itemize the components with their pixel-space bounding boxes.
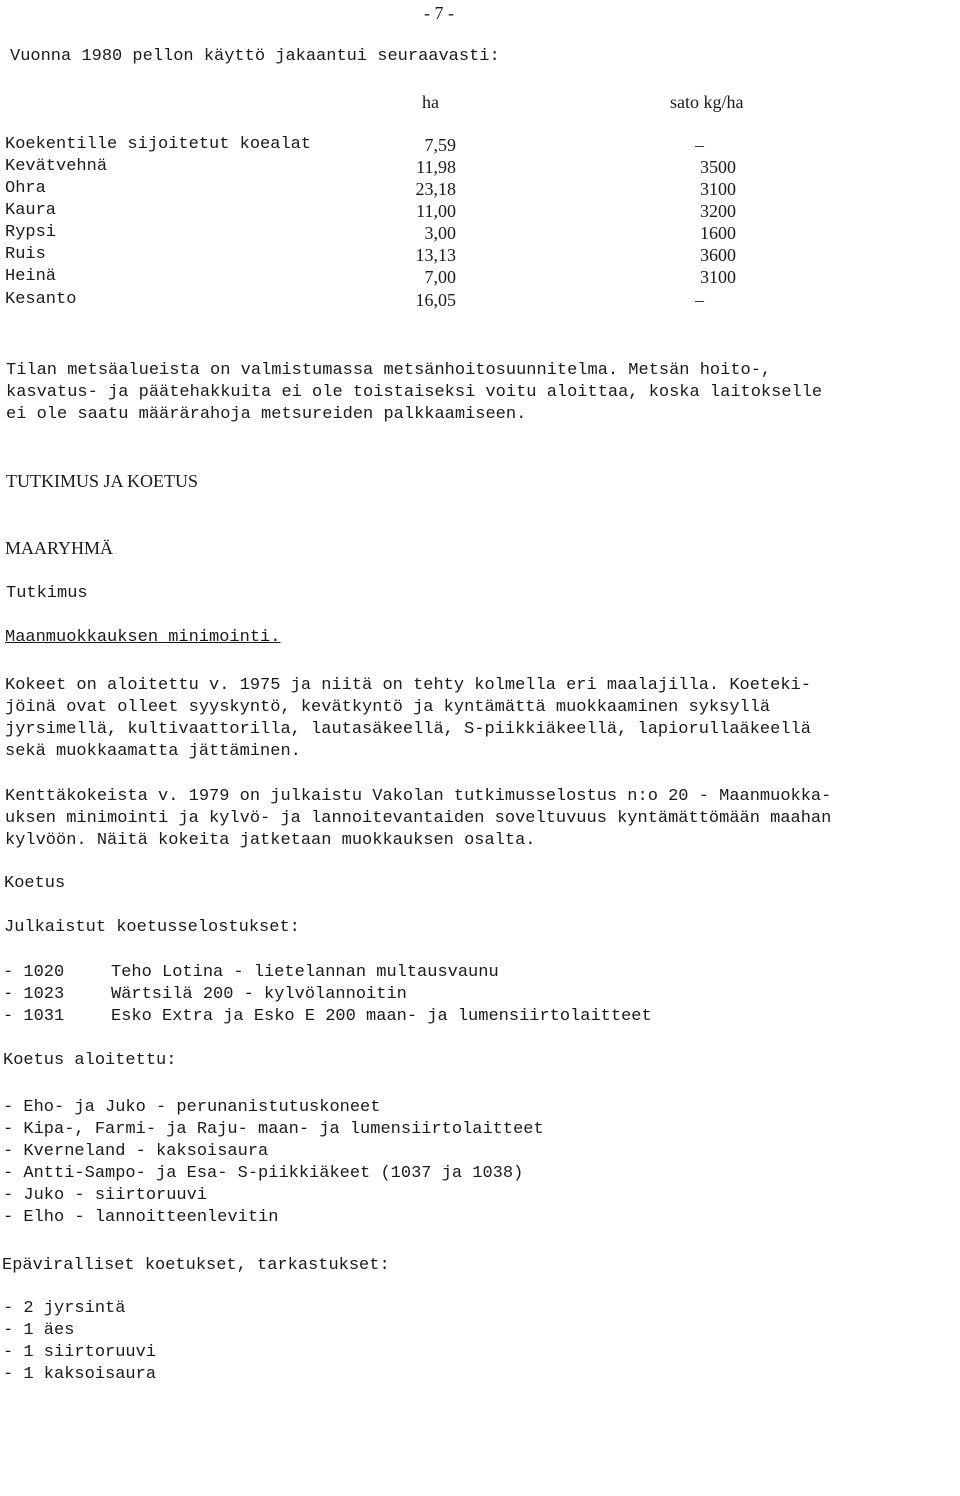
crop-name: Ruis	[5, 245, 46, 264]
started-tests-list	[0, 1097, 544, 1229]
yield-kg-ha: 3600	[700, 245, 736, 265]
list-item: - Elho - lannoitteenlevitin	[3, 1208, 279, 1227]
table-row	[0, 289, 960, 311]
list-item: - 1 kaksoisaura	[3, 1365, 157, 1384]
report-number: - 1031	[3, 1007, 65, 1026]
paragraph-line: kylvöön. Näitä kokeita jatketaan muokkauksen osalta.	[5, 831, 536, 850]
paragraph-line: sekä muokkaamatta jättäminen.	[5, 742, 301, 761]
table-row	[0, 156, 960, 178]
paragraph-line: jyrsimellä, kultivaattorilla, lautasäkeellä, S-piikkiäkeellä, lapiorullaäkeellä	[5, 720, 811, 739]
table-row	[0, 266, 960, 288]
table-row	[0, 134, 960, 156]
paragraph-line: uksen minimointi ja kylvö- ja lannoitevantaiden soveltuvuus kyntämättömään maahan	[5, 809, 832, 828]
paragraph-line: Tilan metsäalueista on valmistumassa metsänhoitosuunnitelma. Metsän hoito-,	[6, 361, 772, 380]
list-item: - Antti-Sampo- ja Esa- S-piikkiäkeet (1037 ja 1038)	[3, 1164, 524, 1183]
section-heading-research: TUTKIMUS JA KOETUS	[6, 471, 199, 491]
crop-name: Kaura	[5, 201, 57, 220]
subheading-tutkimus: Tutkimus	[6, 584, 88, 603]
table-row	[0, 200, 960, 222]
table-row	[0, 222, 960, 244]
col-header-sato: sato kg/ha	[670, 92, 744, 112]
yield-kg-ha: 3200	[700, 201, 736, 221]
forest-paragraph	[6, 360, 822, 426]
subheading-koetus: Koetus	[4, 874, 66, 893]
crop-name: Ohra	[5, 179, 46, 198]
published-reports-list	[0, 962, 652, 1028]
page-number: - 7 -	[424, 3, 454, 23]
subheading-julkaistut: Julkaistut koetusselostukset:	[4, 918, 300, 937]
list-item	[3, 984, 652, 1006]
intro-line: Vuonna 1980 pellon käyttö jakaantui seuraavasti:	[10, 47, 500, 66]
kokeet-paragraph	[5, 675, 811, 763]
section-heading-soil-group: MAARYHMÄ	[5, 538, 114, 558]
list-item: - Kverneland - kaksoisaura	[3, 1142, 269, 1161]
kentta-paragraph	[5, 786, 831, 852]
report-title: Esko Extra ja Esko E 200 maan- ja lumensiirtolaitteet	[111, 1007, 652, 1026]
table-row	[0, 178, 960, 200]
report-number: - 1020	[3, 963, 65, 982]
paragraph-line: Kokeet on aloitettu v. 1975 ja niitä on tehty kolmella eri maalajilla. Koeteki-	[5, 676, 811, 695]
list-item: - Kipa-, Farmi- ja Raju- maan- ja lumensiirtolaitteet	[3, 1120, 544, 1139]
paragraph-line: Kenttäkokeista v. 1979 on julkaistu Vakolan tutkimusselostus n:o 20 - Maanmuokka-	[5, 787, 832, 806]
crop-name: Koekentille sijoitetut koealat	[5, 135, 312, 154]
area-ha: 3,00	[424, 223, 456, 243]
list-item: - Juko - siirtoruuvi	[3, 1186, 208, 1205]
area-ha: 7,00	[424, 267, 456, 287]
area-ha: 11,00	[416, 201, 456, 221]
yield-kg-ha: –	[695, 290, 704, 310]
area-ha: 11,98	[416, 157, 456, 177]
table-row	[0, 244, 960, 266]
col-header-ha: ha	[422, 92, 439, 112]
list-item: - 1 siirtoruuvi	[3, 1343, 157, 1362]
report-title: Teho Lotina - lietelannan multausvaunu	[111, 963, 499, 982]
report-number: - 1023	[3, 985, 65, 1004]
paragraph-line: kasvatus- ja päätehakkuita ei ole toistaiseksi voitu aloittaa, koska laitokselle	[6, 383, 823, 402]
yield-kg-ha: 1600	[700, 223, 736, 243]
yield-kg-ha: 3100	[700, 267, 736, 287]
list-item: - 1 äes	[3, 1321, 75, 1340]
paragraph-line: jöinä ovat olleet syyskyntö, kevätkyntö ja kyntämättä muokkaaminen syksyllä	[5, 698, 771, 717]
crop-name: Rypsi	[5, 223, 57, 242]
subheading-aloitettu: Koetus aloitettu:	[3, 1051, 177, 1070]
crop-name: Heinä	[5, 267, 57, 286]
list-item: - Eho- ja Juko - perunanistutuskoneet	[3, 1098, 381, 1117]
area-ha: 23,18	[415, 179, 456, 199]
yield-kg-ha: 3100	[700, 179, 736, 199]
yield-kg-ha: 3500	[700, 157, 736, 177]
area-ha: 7,59	[424, 135, 456, 155]
yield-kg-ha: –	[695, 135, 704, 155]
unofficial-tests-list	[0, 1298, 157, 1386]
crop-name: Kesanto	[5, 290, 77, 309]
subheading-minimointi: Maanmuokkauksen minimointi.	[5, 628, 281, 647]
subheading-epaviralliset: Epäviralliset koetukset, tarkastukset:	[2, 1256, 390, 1275]
crop-name: Kevätvehnä	[5, 157, 108, 176]
area-ha: 13,13	[415, 245, 456, 265]
report-title: Wärtsilä 200 - kylvölannoitin	[111, 985, 407, 1004]
paragraph-line: ei ole saatu määrärahoja metsureiden palkkaamiseen.	[6, 405, 527, 424]
list-item	[3, 962, 652, 984]
list-item	[3, 1006, 652, 1028]
area-ha: 16,05	[415, 290, 456, 310]
list-item: - 2 jyrsintä	[3, 1299, 126, 1318]
